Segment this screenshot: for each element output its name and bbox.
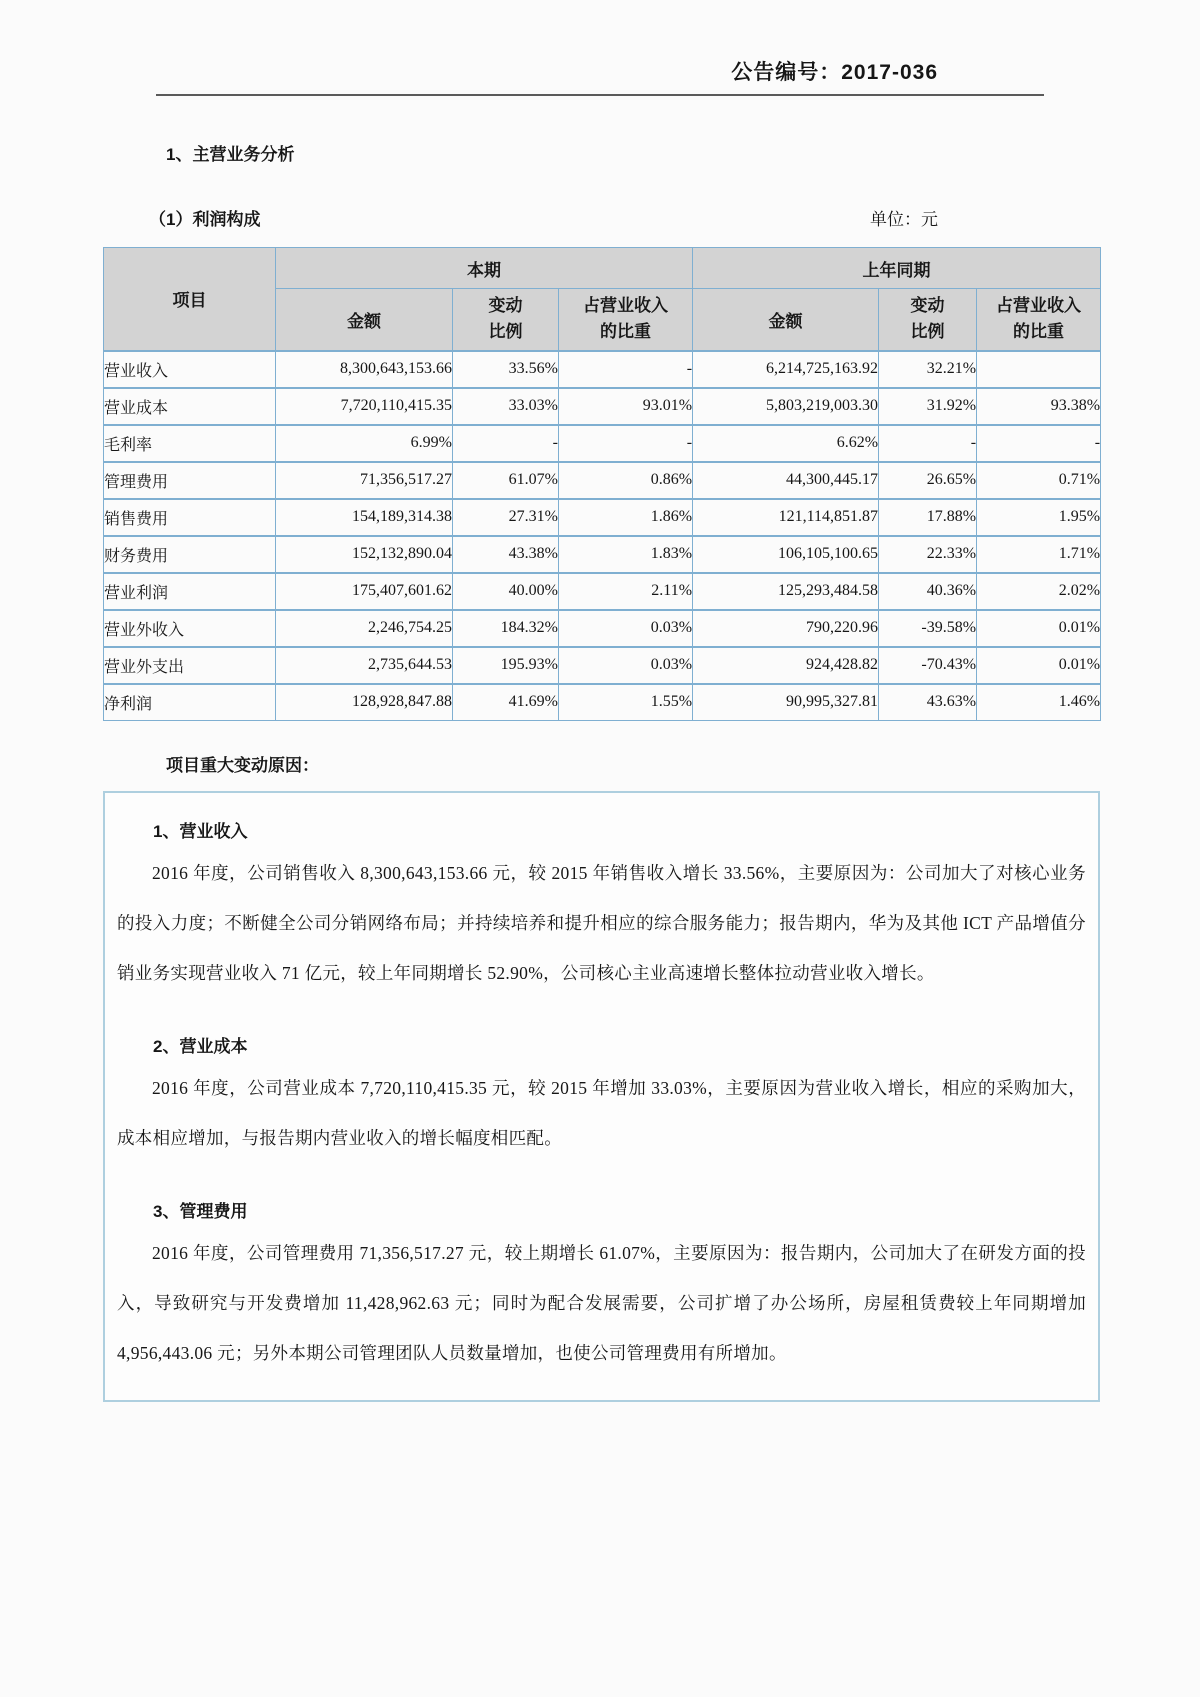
cell-prior-share: 0.71% xyxy=(977,462,1101,499)
cell-prior-share: 1.46% xyxy=(977,684,1101,721)
column-header-share-current: 占营业收入的比重 xyxy=(559,289,693,351)
reason-heading-admin-expense: 3、管理费用 xyxy=(153,1202,248,1221)
table-row xyxy=(104,573,1101,610)
cell-current-amount: 8,300,643,153.66 xyxy=(276,351,453,388)
cell-current-share: 2.11% xyxy=(559,573,693,610)
cell-current-amount: 175,407,601.62 xyxy=(276,573,453,610)
cell-current-share: 0.03% xyxy=(559,610,693,647)
cell-current-change: 184.32% xyxy=(453,610,559,647)
cell-current-amount: 128,928,847.88 xyxy=(276,684,453,721)
cell-prior-amount: 125,293,484.58 xyxy=(693,573,879,610)
table-row xyxy=(104,425,1101,462)
cell-current-share: 0.03% xyxy=(559,647,693,684)
cell-prior-change: 43.63% xyxy=(879,684,977,721)
cell-prior-amount: 924,428.82 xyxy=(693,647,879,684)
cell-current-change: 33.56% xyxy=(453,351,559,388)
cell-prior-amount: 790,220.96 xyxy=(693,610,879,647)
cell-prior-amount: 121,114,851.87 xyxy=(693,499,879,536)
section-title: 1、主营业务分析 xyxy=(166,145,295,164)
cell-current-change: 27.31% xyxy=(453,499,559,536)
row-item-label: 营业外支出 xyxy=(104,647,276,684)
row-item-label: 毛利率 xyxy=(104,425,276,462)
reason-body-revenue: 2016 年度，公司销售收入 8,300,643,153.66 元，较 2015 年销售收入增长 33.56%，主要原因为：公司加大了对核心业务的投入力度；不断健全公司分销网络布局；并持续培养和提升相应的综合服务能力；报告期内，华为及其他 ICT 产品增值分销业务实现营业收入 71 亿元，较上年同期增长 52.90%，公司核心主业高速增长整体拉动营业收入增长。 xyxy=(117,863,1086,983)
cell-current-change: 41.69% xyxy=(453,684,559,721)
table-row xyxy=(104,388,1101,425)
table-row xyxy=(104,610,1101,647)
cell-current-share: - xyxy=(559,351,693,388)
cell-prior-share: 0.01% xyxy=(977,647,1101,684)
row-item-label: 净利润 xyxy=(104,684,276,721)
cell-prior-change: 32.21% xyxy=(879,351,977,388)
reasons-title: 项目重大变动原因： xyxy=(166,756,319,775)
table-row xyxy=(104,647,1101,684)
cell-current-change: - xyxy=(453,425,559,462)
cell-prior-share xyxy=(977,351,1101,388)
cell-prior-change: - xyxy=(879,425,977,462)
cell-current-amount: 2,246,754.25 xyxy=(276,610,453,647)
table-header-groups xyxy=(104,248,1101,289)
column-header-change-current: 变动比例 xyxy=(453,289,559,351)
cell-current-change: 43.38% xyxy=(453,536,559,573)
cell-prior-change: 17.88% xyxy=(879,499,977,536)
cell-current-share: 93.01% xyxy=(559,388,693,425)
cell-current-share: 1.83% xyxy=(559,536,693,573)
reason-heading-cost: 2、营业成本 xyxy=(153,1037,248,1056)
cell-prior-share: - xyxy=(977,425,1101,462)
cell-current-change: 61.07% xyxy=(453,462,559,499)
cell-current-change: 195.93% xyxy=(453,647,559,684)
profit-composition-table xyxy=(103,247,1101,721)
cell-prior-share: 93.38% xyxy=(977,388,1101,425)
row-item-label: 销售费用 xyxy=(104,499,276,536)
cell-prior-change: 26.65% xyxy=(879,462,977,499)
table-row xyxy=(104,499,1101,536)
reason-body-admin-expense: 2016 年度，公司管理费用 71,356,517.27 元，较上期增长 61.07%，主要原因为：报告期内，公司加大了在研发方面的投入，导致研究与开发费增加 11,428,962.63 元；同时为配合发展需要，公司扩增了办公场所，房屋租赁费较上年同期增加 4,956,443.06 元；另外本期公司管理团队人员数量增加，也使公司管理费用有所增加。 xyxy=(117,1243,1086,1363)
cell-current-amount: 71,356,517.27 xyxy=(276,462,453,499)
cell-prior-amount: 6.62% xyxy=(693,425,879,462)
cell-prior-change: 22.33% xyxy=(879,536,977,573)
row-item-label: 营业收入 xyxy=(104,351,276,388)
subsection-row xyxy=(0,205,1200,230)
reason-body-cost: 2016 年度，公司营业成本 7,720,110,415.35 元，较 2015 年增加 33.03%，主要原因为营业收入增长，相应的采购加大，成本相应增加，与报告期内营业收入的增长幅度相匹配。 xyxy=(117,1078,1086,1148)
row-item-label: 营业利润 xyxy=(104,573,276,610)
column-header-item: 项目 xyxy=(104,248,276,351)
cell-prior-amount: 6,214,725,163.92 xyxy=(693,351,879,388)
cell-prior-amount: 106,105,100.65 xyxy=(693,536,879,573)
cell-prior-change: 31.92% xyxy=(879,388,977,425)
column-group-current-period: 本期 xyxy=(276,248,693,289)
column-header-amount-current: 金额 xyxy=(276,289,453,351)
cell-current-amount: 152,132,890.04 xyxy=(276,536,453,573)
row-item-label: 财务费用 xyxy=(104,536,276,573)
cell-prior-share: 0.01% xyxy=(977,610,1101,647)
header-divider xyxy=(156,94,1044,96)
cell-prior-share: 1.71% xyxy=(977,536,1101,573)
cell-current-amount: 2,735,644.53 xyxy=(276,647,453,684)
column-header-amount-prior: 金额 xyxy=(693,289,879,351)
table-row xyxy=(104,462,1101,499)
table-row xyxy=(104,684,1101,721)
subsection-title: （1）利润构成 xyxy=(149,210,261,229)
cell-prior-amount: 90,995,327.81 xyxy=(693,684,879,721)
table-row xyxy=(104,536,1101,573)
table-row xyxy=(104,351,1101,388)
row-item-label: 营业外收入 xyxy=(104,610,276,647)
cell-prior-change: -70.43% xyxy=(879,647,977,684)
row-item-label: 管理费用 xyxy=(104,462,276,499)
cell-current-share: 1.86% xyxy=(559,499,693,536)
column-header-change-prior: 变动比例 xyxy=(879,289,977,351)
cell-current-share: 1.55% xyxy=(559,684,693,721)
cell-current-change: 40.00% xyxy=(453,573,559,610)
cell-current-amount: 6.99% xyxy=(276,425,453,462)
cell-prior-share: 1.95% xyxy=(977,499,1101,536)
row-item-label: 营业成本 xyxy=(104,388,276,425)
announcement-number: 公告编号：2017-036 xyxy=(731,61,938,84)
column-header-share-prior: 占营业收入的比重 xyxy=(977,289,1101,351)
cell-prior-change: 40.36% xyxy=(879,573,977,610)
cell-current-change: 33.03% xyxy=(453,388,559,425)
cell-current-amount: 154,189,314.38 xyxy=(276,499,453,536)
cell-current-amount: 7,720,110,415.35 xyxy=(276,388,453,425)
cell-prior-amount: 5,803,219,003.30 xyxy=(693,388,879,425)
cell-prior-share: 2.02% xyxy=(977,573,1101,610)
cell-prior-change: -39.58% xyxy=(879,610,977,647)
cell-prior-amount: 44,300,445.17 xyxy=(693,462,879,499)
reasons-box xyxy=(103,791,1100,1402)
cell-current-share: - xyxy=(559,425,693,462)
cell-current-share: 0.86% xyxy=(559,462,693,499)
column-group-prior-period: 上年同期 xyxy=(693,248,1101,289)
unit-label: 单位：元 xyxy=(870,210,938,229)
reason-heading-revenue: 1、营业收入 xyxy=(153,822,248,841)
